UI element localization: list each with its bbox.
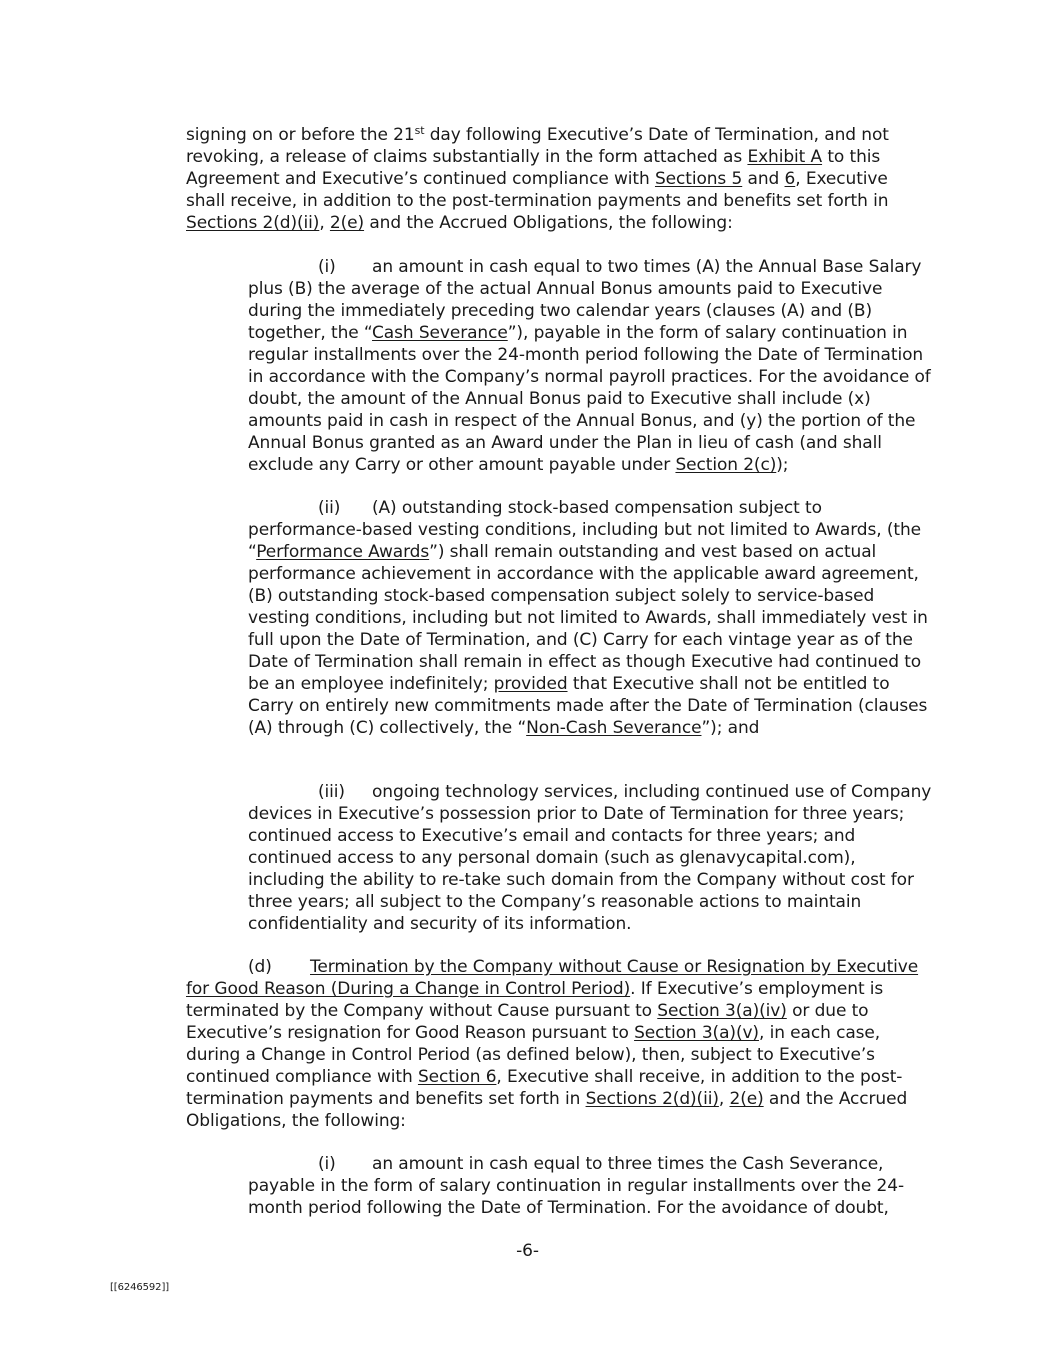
section-text: and the Accrued Obligations, the following: (186, 1089, 908, 1131)
clause-text: ”), payable in the form of salary continuation in regular installments over the 24-month period following the Date of Termination in accordance with the Company’s normal payroll practices. For the avoidance of doubt, the amount of the Annual Bonus paid to Executive shall include (x) amounts paid in cash in respect of the Annual Bonus, and (y) the portion of the Annual Bonus granted as an Award under the Plan in lieu of cash (and shall exclude any Carry or other amount payable under (248, 323, 931, 475)
section-3av-reference: Section 3(a)(v) (634, 1023, 759, 1043)
intro-text: and the Accrued Obligations, the following: (364, 213, 733, 233)
section-text: . If Executive’s employment is terminated by the Company without Cause pursuant to (186, 979, 884, 1021)
page-number: -6- (516, 1241, 539, 1261)
intro-text: , (319, 213, 330, 233)
clause-text: ”) shall remain outstanding and vest based on actual performance achievement in accordance with the applicable award agreement, (B) outstanding stock-based compensation subject solely to service-based vesting conditions, including but not limited to Awards, shall immediately vest in full upon the Date of Termination, and (C) Carry for each vintage year as of the Date of Termination shall remain in effect as though Executive had continued to be an employee indefinitely; (248, 542, 928, 694)
intro-text: , Executive shall receive, in addition to the post-termination payments and benefits set forth in (186, 169, 889, 211)
defined-term-performance-awards: Performance Awards (256, 542, 430, 562)
clause-text: that Executive shall not be entitled to Carry on entirely new commitments made after the Date of Termination (clauses (A) through (C) collectively, the “ (248, 674, 928, 738)
section-2c-reference: Section 2(c) (675, 455, 777, 475)
section-text: or due to Executive’s resignation for Good Reason pursuant to (186, 1001, 869, 1043)
defined-term-non-cash-severance: Non-Cash Severance (526, 718, 702, 738)
clause-ii (248, 497, 932, 739)
clause-text: an amount in cash equal to two times (A) the Annual Base Salary plus (B) the average of the actual Annual Bonus amounts paid to Executive during the immediately preceding two calendar years (clauses (A) and (B) together, the “ (248, 257, 922, 343)
section-text: , (718, 1089, 730, 1109)
clause-number: (i) (318, 257, 336, 277)
section-5-reference: Sections 5 (654, 169, 743, 189)
exhibit-a-reference: Exhibit A (747, 147, 823, 167)
section-text: , Executive shall receive, in addition to the post-termination payments and benefits set forth in (186, 1067, 903, 1109)
defined-term-cash-severance: Cash Severance (372, 323, 508, 343)
section-2e-reference: 2(e) (329, 213, 365, 233)
section-6-reference: 6 (784, 169, 796, 189)
ordinal-suffix: st (414, 124, 425, 137)
intro-text: to this Agreement and Executive’s continued compliance with (186, 147, 881, 189)
intro-text: signing on or before the 21 (186, 125, 415, 145)
section-3aiv-reference: Section 3(a)(iv) (657, 1001, 787, 1021)
section-number: (d) (248, 957, 272, 977)
section-text: , in each case, during a Change in Control Period (as defined below), then, subject to Executive’s continued compliance with (186, 1023, 881, 1087)
clause-text: ongoing technology services, including continued use of Company devices in Executive’s possession prior to Date of Termination for three years; continued access to Executive’s email and contacts for three years; and continued access to any personal domain (such as glenavycapital.com), including the ability to re-take such domain from the Company without cost for three years; all subject to the Company’s reasonable actions to maintain confidentiality and security of its information. (248, 782, 932, 934)
section-d-heading: Termination by the Company without Cause or Resignation by Executive for Good Reason (During a Change in Control Period) (186, 957, 919, 999)
clause-number: (i) (318, 1154, 336, 1174)
provided-term: provided (493, 674, 568, 694)
clause-number: (iii) (318, 782, 345, 802)
intro-text: day following Executive’s Date of Termination, and not revoking, a release of claims substantially in the form attached as (186, 125, 889, 167)
clause-text: an amount in cash equal to three times the Cash Severance, payable in the form of salary continuation in regular installments over the 24-month period following the Date of Termination. For the avoidance of doubt, (248, 1154, 904, 1218)
section-d-clause-i (248, 1153, 932, 1219)
section-d (186, 956, 926, 1132)
clause-number: (ii) (318, 498, 341, 518)
document-id: [[6246592]] (110, 1282, 170, 1293)
clause-text: ”); and (701, 718, 760, 738)
clause-text: (A) outstanding stock-based compensation subject to performance-based vesting conditions, including but not limited to Awards, (the “ (248, 498, 921, 562)
intro-text: and (742, 169, 785, 189)
clause-text: ); (776, 455, 789, 475)
intro-paragraph (186, 124, 910, 234)
section-2dii-reference: Sections 2(d)(ii) (585, 1089, 719, 1109)
clause-i (248, 256, 932, 476)
section-6-reference: Section 6 (417, 1067, 497, 1087)
section-2dii-reference: Sections 2(d)(ii) (186, 213, 320, 233)
section-2e-reference: 2(e) (729, 1089, 764, 1109)
clause-iii (248, 781, 932, 935)
